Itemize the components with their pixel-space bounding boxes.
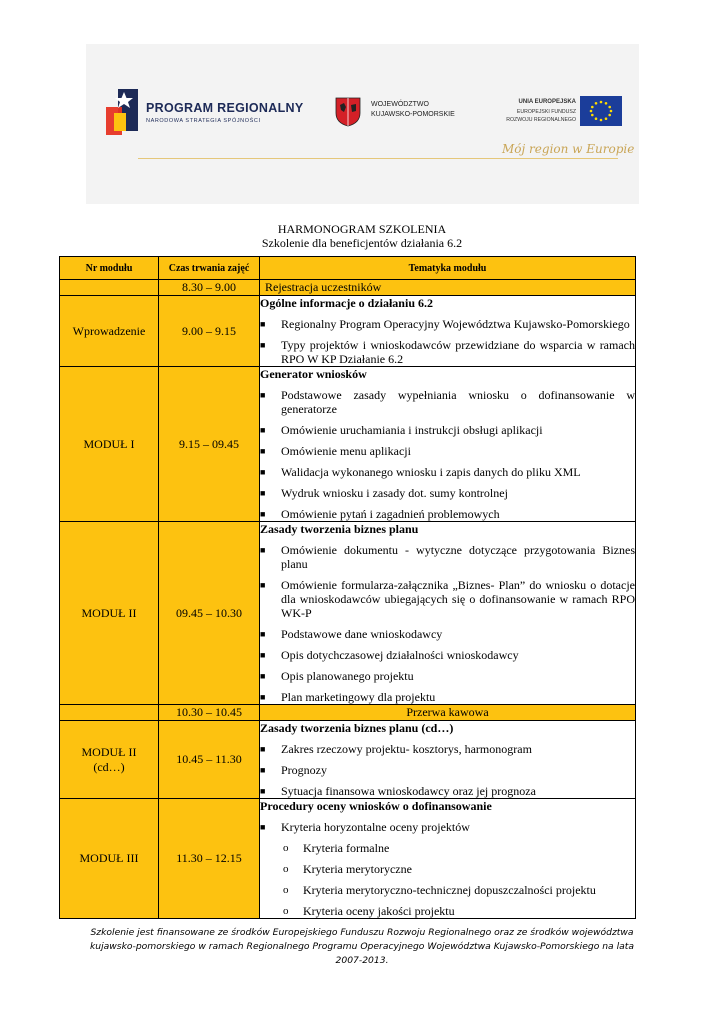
program-regionalny-title: PROGRAM REGIONALNY (146, 101, 304, 115)
module1-time: 9.15 – 09.45 (159, 367, 260, 522)
square-bullet-icon: ■ (260, 765, 266, 775)
table-row-coffee-break (60, 705, 636, 721)
square-bullet-icon: ■ (260, 340, 266, 350)
table-row-intro (60, 296, 636, 367)
program-regionalny-emblem (104, 87, 140, 137)
module3-topic-cell (260, 799, 636, 919)
column-header-topic: Tematyka modułu (260, 257, 636, 280)
module2b-module (60, 721, 159, 799)
module3-list (260, 820, 635, 834)
registration-time: 8.30 – 9.00 (159, 280, 260, 296)
sub-list-item: o Kryteria formalne (283, 841, 390, 855)
sub-list-item: o Kryteria merytoryczne (283, 862, 412, 876)
wojewodztwo-logo (335, 95, 475, 129)
module2b-topic-cell (260, 721, 636, 799)
header-divider (138, 158, 618, 159)
module2-module: MODUŁ II (60, 522, 159, 705)
module3-time: 11.30 – 12.15 (159, 799, 260, 919)
square-bullet-icon: ■ (260, 509, 266, 519)
list-item: ■ Opis planowanego projektu (260, 669, 414, 683)
square-bullet-icon: ■ (260, 467, 266, 477)
list-item: ■ Sytuacja finansowa wnioskodawcy oraz jej prognoza (260, 784, 536, 798)
module1-module: MODUŁ I (60, 367, 159, 522)
list-item: ■ Kryteria horyzontalne oceny projektów (260, 820, 470, 834)
module2b-heading: Zasady tworzenia biznes planu (cd…) (260, 721, 454, 735)
list-item: ■ Omówienie formularza-załącznika „Biznes- Plan” do wniosku o dotacje dla wnioskodawców ubiegających się o dofinansowanie w ramach RPO WK-P (260, 578, 635, 620)
module1-list (260, 388, 635, 521)
list-item: ■ Opis dotychczasowej działalności wnioskodawcy (260, 648, 519, 662)
table-row-module1 (60, 367, 636, 522)
square-bullet-icon: ■ (260, 671, 266, 681)
eu-flag-icon (580, 96, 622, 126)
square-bullet-icon: ■ (260, 650, 266, 660)
module2b-time: 10.45 – 11.30 (159, 721, 260, 799)
square-bullet-icon: ■ (260, 446, 266, 456)
sub-list-item: o Kryteria merytoryczno-technicznej dopuszczalności projektu (283, 883, 596, 897)
list-item: ■ Walidacja wykonanego wniosku i zapis danych do pliku XML (260, 465, 581, 479)
eu-logo-line3: ROZWOJU REGIONALNEGO (506, 117, 576, 123)
list-item: ■ Podstawowe dane wnioskodawcy (260, 627, 443, 641)
square-bullet-icon: ■ (260, 545, 266, 555)
table-row-module2 (60, 522, 636, 705)
region-logo-line1: WOJEWÓDZTWO (371, 101, 429, 108)
region-logo-line2: KUJAWSKO-POMORSKIE (371, 111, 455, 118)
list-item: ■ Podstawowe zasady wypełniania wniosku o dofinansowanie w generatorze (260, 388, 635, 416)
document-subtitle: Szkolenie dla beneficjentów działania 6.2 (261, 236, 463, 250)
sub-list-item: o Kryteria oceny jakości projektu (283, 904, 455, 918)
circle-bullet-icon: o (283, 884, 289, 896)
document-title: HARMONOGRAM SZKOLENIA (277, 222, 447, 236)
intro-heading: Ogólne informacje o działaniu 6.2 (260, 296, 433, 310)
module1-heading: Generator wniosków (260, 367, 367, 381)
module2b-module-line1: MODUŁ II (81, 744, 137, 759)
footer-funding-note: Szkolenie jest finansowane ze środków Europejskiego Funduszu Rozwoju Regionalnego oraz ze środków województwa kujawsko-pomorskiego w ramach Regionalnego Programu Operacyjnego Województwa Kujawsko-Pomorskiego na lata 2007-2013. (89, 927, 635, 966)
list-item: ■ Omówienie dokumentu - wytyczne dotyczące przygotowania Biznes planu (260, 543, 635, 571)
intro-module: Wprowadzenie (60, 296, 159, 367)
square-bullet-icon: ■ (260, 822, 266, 832)
circle-bullet-icon: o (283, 905, 289, 917)
list-item: ■ Zakres rzeczowy projektu- kosztorys, harmonogram (260, 742, 532, 756)
list-item: ■ Omówienie uruchamiania i instrukcji obsługi aplikacji (260, 423, 543, 437)
registration-module-cell (60, 280, 159, 296)
eu-logo (496, 96, 622, 130)
table-header-row (60, 257, 636, 280)
square-bullet-icon: ■ (260, 786, 266, 796)
module2b-list (260, 742, 635, 798)
eu-logo-line1: UNIA EUROPEJSKA (518, 99, 576, 105)
module2-time: 09.45 – 10.30 (159, 522, 260, 705)
module3-heading: Procedury oceny wniosków o dofinansowanie (260, 799, 492, 813)
table-row-registration (60, 280, 636, 296)
square-bullet-icon: ■ (260, 390, 266, 400)
list-item: ■ Typy projektów i wnioskodawców przewidziane do wsparcia w ramach RPO W KP Działanie 6.2 (260, 338, 635, 366)
square-bullet-icon: ■ (260, 488, 266, 498)
module2-list (260, 543, 635, 704)
coffee-time: 10.30 – 10.45 (159, 705, 260, 721)
square-bullet-icon: ■ (260, 629, 266, 639)
square-bullet-icon: ■ (260, 692, 266, 702)
table-row-module3 (60, 799, 636, 919)
list-item: ■ Regionalny Program Operacyjny Województwa Kujawsko-Pomorskiego (260, 317, 630, 331)
circle-bullet-icon: o (283, 863, 289, 875)
square-bullet-icon: ■ (260, 744, 266, 754)
program-regionalny-subtitle: NARODOWA STRATEGIA SPÓJNOŚCI (146, 118, 261, 124)
intro-time: 9.00 – 9.15 (159, 296, 260, 367)
column-header-module: Nr modułu (60, 257, 159, 280)
list-item: ■ Omówienie menu aplikacji (260, 444, 411, 458)
intro-topic-cell (260, 296, 636, 367)
list-item: ■ Prognozy (260, 763, 327, 777)
module3-sublist (260, 841, 635, 918)
module3-module: MODUŁ III (60, 799, 159, 919)
list-item: ■ Omówienie pytań i zagadnień problemowych (260, 507, 500, 521)
square-bullet-icon: ■ (260, 425, 266, 435)
schedule-table (59, 256, 636, 919)
program-regionalny-logo (104, 87, 304, 137)
slogan-text: Mój region w Europie (502, 142, 635, 156)
list-item: ■ Plan marketingowy dla projektu (260, 690, 436, 704)
module1-topic-cell (260, 367, 636, 522)
column-header-time: Czas trwania zajęć (159, 257, 260, 280)
circle-bullet-icon: o (283, 842, 289, 854)
registration-topic: Rejestracja uczestników (260, 280, 636, 296)
module2b-module-line2: (cd…) (93, 759, 125, 774)
intro-list (260, 317, 635, 366)
coffee-module-cell (60, 705, 159, 721)
table-row-module2-cont (60, 721, 636, 799)
square-bullet-icon: ■ (260, 580, 266, 590)
square-bullet-icon: ■ (260, 319, 266, 329)
coffee-topic: Przerwa kawowa (260, 705, 636, 721)
coat-of-arms-icon (335, 97, 361, 127)
module2-topic-cell (260, 522, 636, 705)
eu-logo-line2: EUROPEJSKI FUNDUSZ (516, 109, 576, 115)
module2-heading: Zasady tworzenia biznes planu (260, 522, 419, 536)
list-item: ■ Wydruk wniosku i zasady dot. sumy kontrolnej (260, 486, 508, 500)
